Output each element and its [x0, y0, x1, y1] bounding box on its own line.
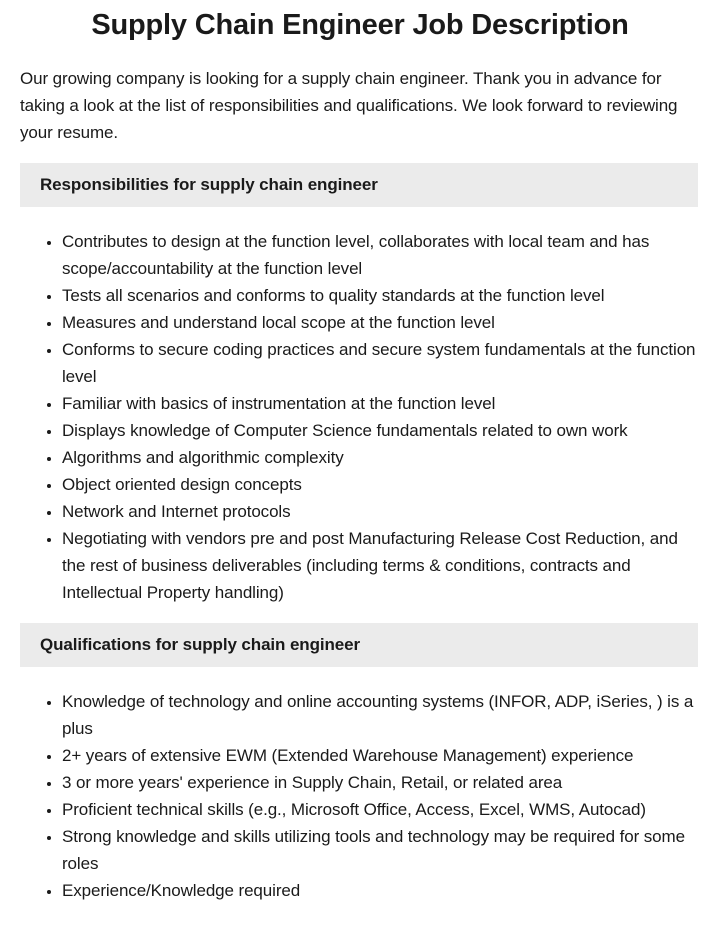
list-item: • Network and Internet protocols — [62, 498, 702, 525]
list-item: • 2+ years of extensive EWM (Extended Warehouse Management) experience — [62, 742, 702, 769]
qualifications-heading: Qualifications for supply chain engineer — [40, 635, 361, 654]
responsibilities-section — [0, 163, 720, 606]
list-item: • Tests all scenarios and conforms to quality standards at the function level — [62, 282, 702, 309]
qualifications-section — [0, 623, 720, 904]
list-item: • Measures and understand local scope at the function level — [62, 309, 702, 336]
responsibilities-heading: Responsibilities for supply chain engineer — [40, 175, 378, 194]
list-item: • Experience/Knowledge required — [62, 877, 702, 904]
list-item: • Object oriented design concepts — [62, 471, 702, 498]
responsibilities-list — [0, 228, 702, 606]
responsibilities-heading-bar — [20, 163, 698, 207]
list-item: • Displays knowledge of Computer Science fundamentals related to own work — [62, 417, 702, 444]
list-item: • Negotiating with vendors pre and post Manufacturing Release Cost Reduction, and the rest of business deliverables (including terms & conditions, contracts and Intellectual Property handling) — [62, 525, 702, 606]
list-item: • Conforms to secure coding practices and secure system fundamentals at the function level — [62, 336, 702, 390]
qualifications-list — [0, 688, 702, 904]
list-item: • Algorithms and algorithmic complexity — [62, 444, 702, 471]
list-item: • 3 or more years' experience in Supply Chain, Retail, or related area — [62, 769, 702, 796]
intro-paragraph: Our growing company is looking for a supply chain engineer. Thank you in advance for taking a look at the list of responsibilities and qualifications. We look forward to reviewing your resume. — [20, 69, 678, 142]
list-item: • Familiar with basics of instrumentation at the function level — [62, 390, 702, 417]
qualifications-heading-bar — [20, 623, 698, 667]
page-title: Supply Chain Engineer Job Description — [91, 9, 629, 41]
list-item: • Strong knowledge and skills utilizing tools and technology may be required for some roles — [62, 823, 702, 877]
list-item: • Proficient technical skills (e.g., Microsoft Office, Access, Excel, WMS, Autocad) — [62, 796, 702, 823]
list-item: • Contributes to design at the function level, collaborates with local team and has scope/accountability at the function level — [62, 228, 702, 282]
list-item: • Knowledge of technology and online accounting systems (INFOR, ADP, iSeries, ) is a plus — [62, 688, 702, 742]
